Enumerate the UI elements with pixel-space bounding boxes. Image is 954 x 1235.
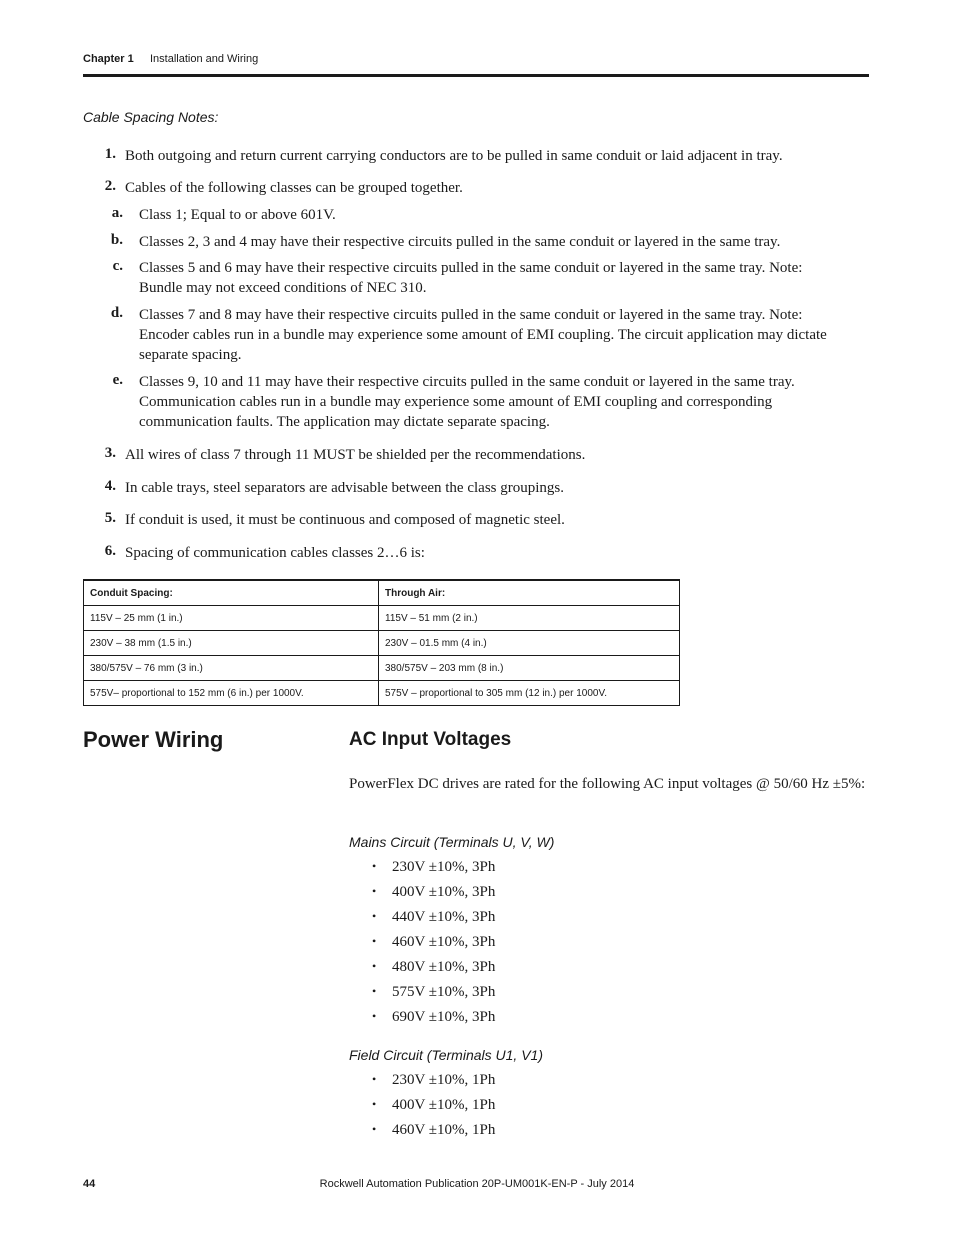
table-cell: 230V – 38 mm (1.5 in.) <box>84 631 379 656</box>
list-item <box>372 1122 495 1139</box>
table-cell: 230V – 01.5 mm (4 in.) <box>379 631 680 656</box>
mains-title: Mains Circuit (Terminals U, V, W) <box>349 834 555 850</box>
sublist-letter: a. <box>111 205 123 221</box>
page-number: 44 <box>83 1178 96 1190</box>
bullet-icon: • <box>372 859 377 873</box>
sublist-letter: d. <box>110 305 123 321</box>
list-text: 230V ±10%, 3Ph <box>392 859 496 875</box>
list-number: 5. <box>104 510 116 526</box>
list-text: All wires of class 7 through 11 MUST be shielded per the recommendations. <box>125 447 586 463</box>
list-text: Spacing of communication cables classes 2…6 is: <box>125 545 425 561</box>
table-cell: 575V – proportional to 305 mm (12 in.) per 1000V. <box>379 681 680 706</box>
spacing-table <box>83 579 680 706</box>
bullet-icon: • <box>372 884 377 898</box>
table-row <box>84 681 680 706</box>
sublist-letter: c. <box>112 258 123 274</box>
sublist-text-line: Classes 2, 3 and 4 may have their respective circuits pulled in the same conduit or layered in the same tray. <box>139 234 781 250</box>
sublist-text-line: Communication cables run in a bundle may experience some amount of EMI coupling and corresponding <box>139 394 773 410</box>
table-row <box>84 656 680 681</box>
table-cell: 575V– proportional to 152 mm (6 in.) per 1000V. <box>84 681 379 706</box>
list-item <box>372 984 495 1001</box>
list-item <box>372 1072 495 1089</box>
sublist-text-line: separate spacing. <box>139 347 242 363</box>
bullet-icon: • <box>372 984 377 998</box>
list-text: 440V ±10%, 3Ph <box>392 909 496 925</box>
bullet-icon: • <box>372 909 377 923</box>
subsection-heading: AC Input Voltages <box>349 729 512 750</box>
bullet-icon: • <box>372 1122 377 1136</box>
chapter-label: Chapter 1 <box>83 53 134 65</box>
table-cell: 380/575V – 203 mm (8 in.) <box>379 656 680 681</box>
bullet-icon: • <box>372 934 377 948</box>
list-text: 400V ±10%, 3Ph <box>392 884 496 900</box>
sublist-text-line: Class 1; Equal to or above 601V. <box>139 207 336 223</box>
list-text: 230V ±10%, 1Ph <box>392 1072 496 1088</box>
header-rule <box>83 74 869 77</box>
list-number: 2. <box>104 178 116 194</box>
list-item <box>372 859 495 876</box>
bullet-icon: • <box>372 1097 377 1111</box>
list-item <box>372 1097 495 1114</box>
sublist-text-line: Classes 7 and 8 may have their respective circuits pulled in the same conduit or layered in the same tray. Note: <box>139 307 803 323</box>
field-title: Field Circuit (Terminals U1, V1) <box>349 1047 543 1063</box>
list-text: Both outgoing and return current carrying conductors are to be pulled in same conduit or laid adjacent in tray. <box>125 148 783 164</box>
list-text: 460V ±10%, 1Ph <box>392 1122 496 1138</box>
section-heading: Power Wiring <box>83 727 224 752</box>
table-cell: 115V – 25 mm (1 in.) <box>84 606 379 631</box>
list-number: 3. <box>104 445 116 461</box>
list-number: 4. <box>104 478 116 494</box>
footer-publication: Rockwell Automation Publication 20P-UM001K-EN-P - July 2014 <box>319 1178 635 1190</box>
list-text: 400V ±10%, 1Ph <box>392 1097 496 1113</box>
list-text: 690V ±10%, 3Ph <box>392 1009 496 1025</box>
bullet-icon: • <box>372 959 377 973</box>
sublist-text-line: Classes 9, 10 and 11 may have their respective circuits pulled in the same conduit or layered in the same tray. <box>139 374 795 390</box>
sublist-text-line: communication faults. The application may dictate separate spacing. <box>139 414 550 430</box>
bullet-icon: • <box>372 1009 377 1023</box>
list-text: Cables of the following classes can be grouped together. <box>125 180 463 196</box>
table-cell: 380/575V – 76 mm (3 in.) <box>84 656 379 681</box>
list-item <box>372 884 495 901</box>
table-cell: 115V – 51 mm (2 in.) <box>379 606 680 631</box>
list-item <box>372 934 495 951</box>
table-row <box>84 631 680 656</box>
list-item <box>372 909 495 926</box>
sublist-letter: b. <box>110 232 123 248</box>
list-number: 1. <box>104 146 116 162</box>
notes-title: Cable Spacing Notes: <box>83 109 219 125</box>
section-label: Installation and Wiring <box>150 53 259 65</box>
table-header-row <box>84 580 680 606</box>
list-text: In cable trays, steel separators are advisable between the class groupings. <box>125 480 564 496</box>
sublist-text-line: Classes 5 and 6 may have their respective circuits pulled in the same conduit or layered in the same tray. Note: <box>139 260 803 276</box>
list-item <box>372 959 495 976</box>
column-header-conduit: Conduit Spacing: <box>84 580 379 606</box>
sublist-text-line: Encoder cables run in a bundle may experience some amount of EMI coupling. The circuit application may dictate <box>139 327 827 343</box>
column-header-air: Through Air: <box>379 580 680 606</box>
sublist-letter: e. <box>112 372 123 388</box>
list-text: If conduit is used, it must be continuous and composed of magnetic steel. <box>125 512 565 528</box>
list-item <box>372 1009 495 1026</box>
table-row <box>84 606 680 631</box>
sublist-text-line: Bundle may not exceed conditions of NEC 310. <box>139 280 427 296</box>
list-text: 480V ±10%, 3Ph <box>392 959 496 975</box>
list-text: 460V ±10%, 3Ph <box>392 934 496 950</box>
bullet-icon: • <box>372 1072 377 1086</box>
list-text: 575V ±10%, 3Ph <box>392 984 496 1000</box>
list-number: 6. <box>104 543 116 559</box>
intro-paragraph: PowerFlex DC drives are rated for the following AC input voltages @ 50/60 Hz ±5%: <box>349 776 866 792</box>
